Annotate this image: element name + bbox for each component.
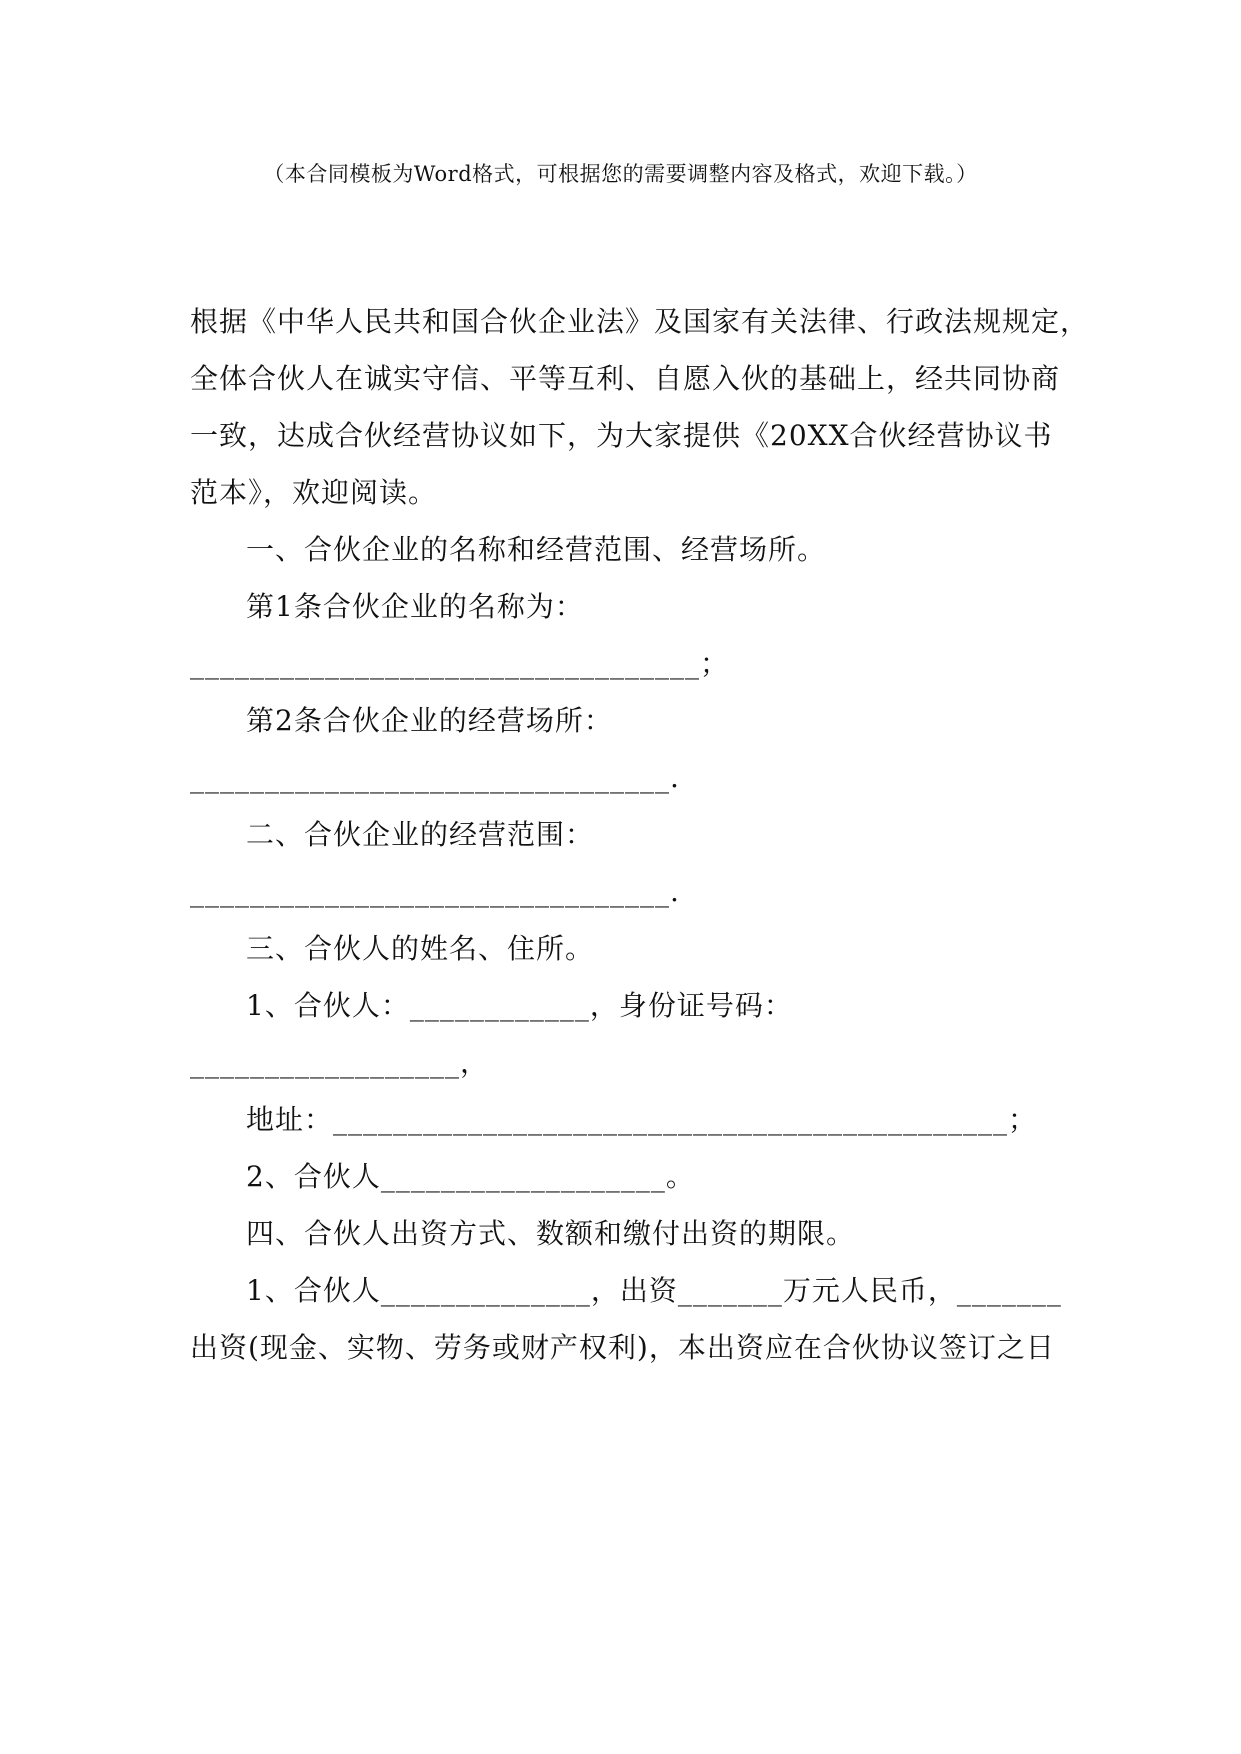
blank-fill-line: ________________________________. xyxy=(190,761,680,794)
clause-line: 第1条合伙企业的名称为： xyxy=(246,590,584,623)
paragraph-line: 出资(现金、实物、劳务或财产权利)，本出资应在合伙协议签订之日 xyxy=(190,1331,1055,1364)
paragraph-line: 范本》，欢迎阅读。 xyxy=(190,476,438,509)
clause-line: 1、合伙人：____________，身份证号码： xyxy=(246,989,793,1022)
template-note: （本合同模板为Word格式，可根据您的需要调整内容及格式，欢迎下载。） xyxy=(263,162,978,186)
clause-line: 地址：_____________________________________________； xyxy=(246,1103,1038,1136)
clause-line: 1、合伙人______________，出资_______万元人民币，_______ xyxy=(246,1274,1062,1307)
section-heading: 二、合伙企业的经营范围： xyxy=(246,818,595,851)
section-heading: 三、合伙人的姓名、住所。 xyxy=(246,932,595,965)
paragraph-line: 根据《中华人民共和国合伙企业法》及国家有关法律、行政法规规定， xyxy=(190,305,1090,338)
paragraph-line: 全体合伙人在诚实守信、平等互利、自愿入伙的基础上，经共同协商 xyxy=(190,362,1061,395)
section-heading: 一、合伙企业的名称和经营范围、经营场所。 xyxy=(246,533,827,566)
blank-fill-line: ________________________________. xyxy=(190,875,680,908)
clause-line: 第2条合伙企业的经营场所： xyxy=(246,704,613,737)
clause-line: 2、合伙人___________________。 xyxy=(246,1160,695,1193)
paragraph-line: 一致，达成合伙经营协议如下，为大家提供《20XX合伙经营协议书 xyxy=(190,419,1053,452)
blank-fill-line: __________________________________； xyxy=(190,647,730,680)
blank-fill-line: __________________， xyxy=(190,1046,490,1079)
section-heading: 四、合伙人出资方式、数额和缴付出资的期限。 xyxy=(246,1217,856,1250)
